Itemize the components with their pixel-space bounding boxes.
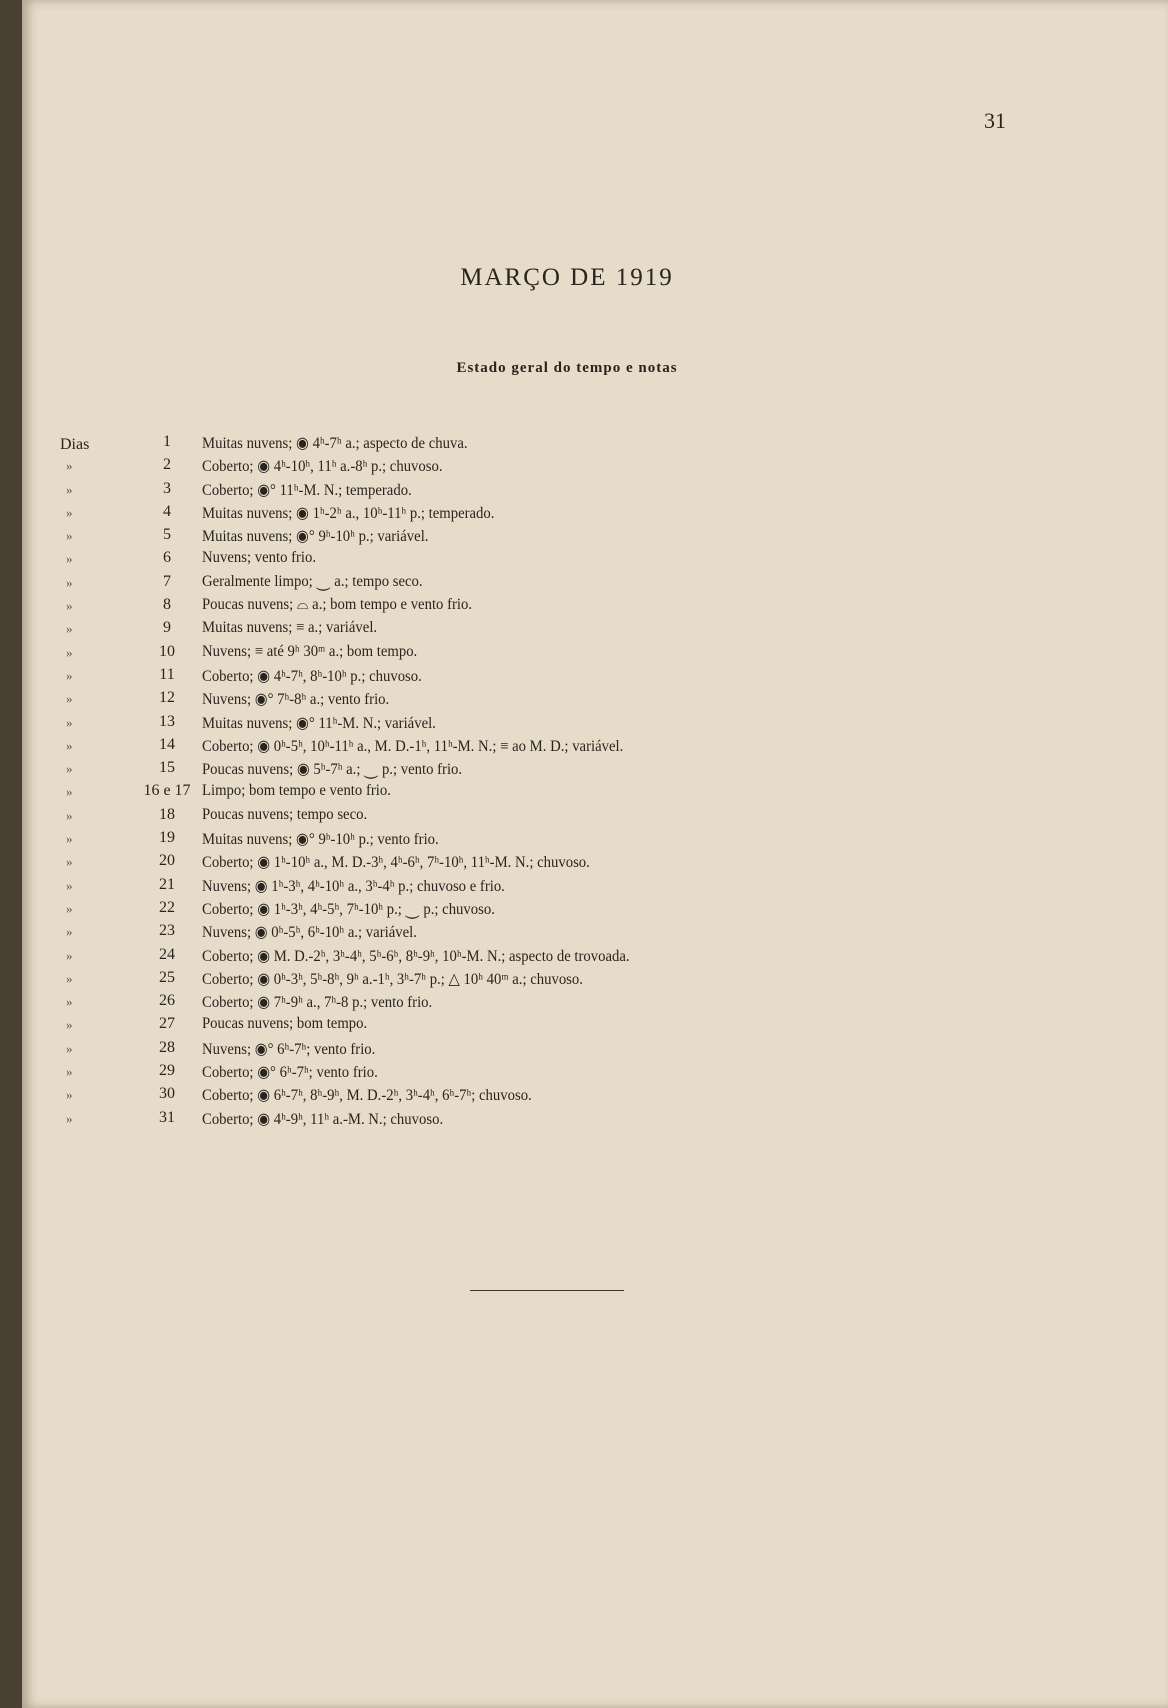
ditto-mark: » (66, 691, 73, 707)
day-number: 30 (159, 1085, 175, 1103)
list-item (22, 548, 1168, 571)
list-item (22, 1038, 1168, 1061)
day-number: 2 (163, 456, 171, 474)
weather-note: Coberto; ◉ 6ʰ-7ʰ, 8ʰ-9ʰ, M. D.-2ʰ, 3ʰ-4ʰ, 6ʰ-7ʰ; chuvoso. (202, 1087, 532, 1105)
day-number: 23 (159, 922, 175, 940)
list-item (22, 432, 1168, 455)
section-subtitle: Estado geral do tempo e notas (456, 360, 678, 376)
day-number: 22 (159, 898, 175, 916)
ditto-mark: » (66, 1017, 73, 1033)
list-item (22, 525, 1168, 548)
day-number: 16 e 17 (143, 782, 191, 800)
weather-note: Muitas nuvens; ◉° 9ʰ-10ʰ p.; vento frio. (202, 831, 439, 849)
weather-note: Coberto; ◉° 6ʰ-7ʰ; vento frio. (202, 1064, 378, 1082)
weather-note: Coberto; ◉ 4ʰ-9ʰ, 11ʰ a.-M. N.; chuvoso. (202, 1110, 444, 1128)
day-number: 15 (159, 759, 175, 777)
day-number: 29 (159, 1062, 175, 1080)
ditto-mark: » (66, 1064, 73, 1080)
day-number: 24 (159, 945, 175, 963)
ditto-mark: » (66, 761, 73, 777)
weather-note: Nuvens; ◉° 7ʰ-8ʰ a.; vento frio. (202, 691, 390, 709)
ditto-mark: » (66, 644, 73, 660)
weather-note: Limpo; bom tempo e vento frio. (202, 782, 391, 800)
day-number: 10 (159, 642, 175, 660)
weather-note: Coberto; ◉ M. D.-2ʰ, 3ʰ-4ʰ, 5ʰ-6ʰ, 8ʰ-9ʰ, 10ʰ-M. N.; aspecto de trovoada. (202, 947, 630, 965)
ditto-mark: » (66, 528, 73, 544)
day-number: 18 (159, 805, 175, 823)
weather-note: Nuvens; vento frio. (202, 549, 317, 567)
list-item (22, 991, 1168, 1014)
ditto-mark: » (66, 458, 73, 474)
ditto-mark: » (66, 1040, 73, 1056)
list-item (22, 1014, 1168, 1037)
ditto-mark: » (66, 598, 73, 614)
list-item (22, 781, 1168, 804)
list-item (22, 618, 1168, 641)
weather-note: Nuvens; ◉ 0ʰ-5ʰ, 6ʰ-10ʰ a.; variável. (202, 924, 417, 942)
day-number: 21 (159, 875, 175, 893)
list-item (22, 735, 1168, 758)
day-number: 5 (163, 526, 171, 544)
ditto-mark: » (66, 807, 73, 823)
day-number: 13 (159, 712, 175, 730)
list-item (22, 642, 1168, 665)
day-number: 3 (163, 479, 171, 497)
weather-note: Coberto; ◉ 0ʰ-5ʰ, 10ʰ-11ʰ a., M. D.-1ʰ, 11ʰ-M. N.; ≡ ao M. D.; variável. (202, 737, 624, 755)
list-item (22, 1108, 1168, 1131)
ditto-mark: » (66, 1087, 73, 1103)
document-page (22, 0, 1168, 1708)
ditto-mark: » (66, 574, 73, 590)
ditto-mark: » (66, 947, 73, 963)
list-item (22, 502, 1168, 525)
weather-note: Muitas nuvens; ◉ 4ʰ-7ʰ a.; aspecto de chuva. (202, 435, 468, 452)
weather-note: Muitas nuvens; ◉° 9ʰ-10ʰ p.; variável. (202, 528, 429, 546)
daily-notes-list (22, 432, 1168, 1131)
weather-note: Coberto; ◉ 0ʰ-3ʰ, 5ʰ-8ʰ, 9ʰ a.-1ʰ, 3ʰ-7ʰ p.; △ 10ʰ 40ᵐ a.; chuvoso. (202, 970, 583, 988)
weather-note: Nuvens; ◉ 1ʰ-3ʰ, 4ʰ-10ʰ a., 3ʰ-4ʰ p.; chuvoso e frio. (202, 877, 505, 895)
list-item (22, 479, 1168, 502)
ditto-mark: » (66, 551, 73, 567)
list-item (22, 712, 1168, 735)
day-number: 26 (159, 992, 175, 1010)
day-number: 28 (159, 1038, 175, 1056)
list-item (22, 688, 1168, 711)
ditto-mark: » (66, 994, 73, 1010)
ditto-mark: » (66, 877, 73, 893)
list-item (22, 968, 1168, 991)
list-item (22, 805, 1168, 828)
day-number: 12 (159, 689, 175, 707)
day-number: 31 (159, 1108, 175, 1126)
list-item (22, 595, 1168, 618)
list-item (22, 898, 1168, 921)
page-title: MARÇO DE 1919 (460, 264, 674, 291)
ditto-mark: » (66, 854, 73, 870)
weather-note: Coberto; ◉° 11ʰ-M. N.; temperado. (202, 481, 412, 499)
weather-note: Muitas nuvens; ◉° 11ʰ-M. N.; variável. (202, 714, 436, 732)
days-column-label: Dias (60, 436, 90, 453)
weather-note: Coberto; ◉ 4ʰ-10ʰ, 11ʰ a.-8ʰ p.; chuvoso. (202, 458, 443, 476)
ditto-mark: » (66, 900, 73, 916)
weather-note: Nuvens; ≡ até 9ʰ 30ᵐ a.; bom tempo. (202, 642, 418, 660)
list-item (22, 921, 1168, 944)
list-item (22, 875, 1168, 898)
list-item (22, 572, 1168, 595)
ditto-mark: » (66, 970, 73, 986)
list-item (22, 945, 1168, 968)
weather-note: Coberto; ◉ 1ʰ-3ʰ, 4ʰ-5ʰ, 7ʰ-10ʰ p.; ⏝ p.; chuvoso. (202, 900, 495, 918)
ditto-mark: » (66, 481, 73, 497)
day-number: 19 (159, 829, 175, 847)
weather-note: Poucas nuvens; bom tempo. (202, 1015, 368, 1033)
day-number: 6 (163, 549, 171, 567)
list-item (22, 1061, 1168, 1084)
day-number: 4 (163, 502, 171, 520)
weather-note: Muitas nuvens; ◉ 1ʰ-2ʰ a., 10ʰ-11ʰ p.; temperado. (202, 504, 495, 522)
weather-note: Geralmente limpo; ⏝ a.; tempo seco. (202, 572, 423, 590)
weather-note: Nuvens; ◉° 6ʰ-7ʰ; vento frio. (202, 1040, 376, 1058)
ditto-mark: » (66, 784, 73, 800)
day-number: 7 (163, 572, 171, 590)
ditto-mark: » (66, 714, 73, 730)
page-number: 31 (984, 108, 1006, 133)
closing-rule (470, 1290, 624, 1291)
list-item (22, 828, 1168, 851)
list-item (22, 1084, 1168, 1107)
weather-note: Poucas nuvens; ◉ 5ʰ-7ʰ a.; ⏝ p.; vento frio. (202, 761, 463, 779)
day-number: 14 (159, 735, 175, 753)
weather-note: Coberto; ◉ 1ʰ-10ʰ a., M. D.-3ʰ, 4ʰ-6ʰ, 7ʰ-10ʰ, 11ʰ-M. N.; chuvoso. (202, 854, 590, 872)
day-number: 1 (163, 433, 171, 450)
ditto-mark: » (66, 1110, 73, 1126)
weather-note: Muitas nuvens; ≡ a.; variável. (202, 619, 378, 637)
ditto-mark: » (66, 504, 73, 520)
day-number: 8 (163, 596, 171, 614)
ditto-mark: » (66, 831, 73, 847)
ditto-mark: » (66, 924, 73, 940)
weather-note: Poucas nuvens; ⌓ a.; bom tempo e vento frio. (202, 596, 473, 614)
ditto-mark: » (66, 621, 73, 637)
list-item (22, 851, 1168, 874)
ditto-mark: » (66, 737, 73, 753)
day-number: 25 (159, 968, 175, 986)
day-number: 27 (159, 1015, 175, 1033)
list-item (22, 665, 1168, 688)
weather-note: Coberto; ◉ 7ʰ-9ʰ a., 7ʰ-8 p.; vento frio. (202, 994, 433, 1012)
weather-note: Coberto; ◉ 4ʰ-7ʰ, 8ʰ-10ʰ p.; chuvoso. (202, 667, 422, 685)
ditto-mark: » (66, 667, 73, 683)
list-item (22, 758, 1168, 781)
day-number: 11 (159, 665, 175, 683)
day-number: 9 (163, 619, 171, 637)
day-number: 20 (159, 852, 175, 870)
weather-note: Poucas nuvens; tempo seco. (202, 805, 368, 823)
list-item (22, 455, 1168, 478)
